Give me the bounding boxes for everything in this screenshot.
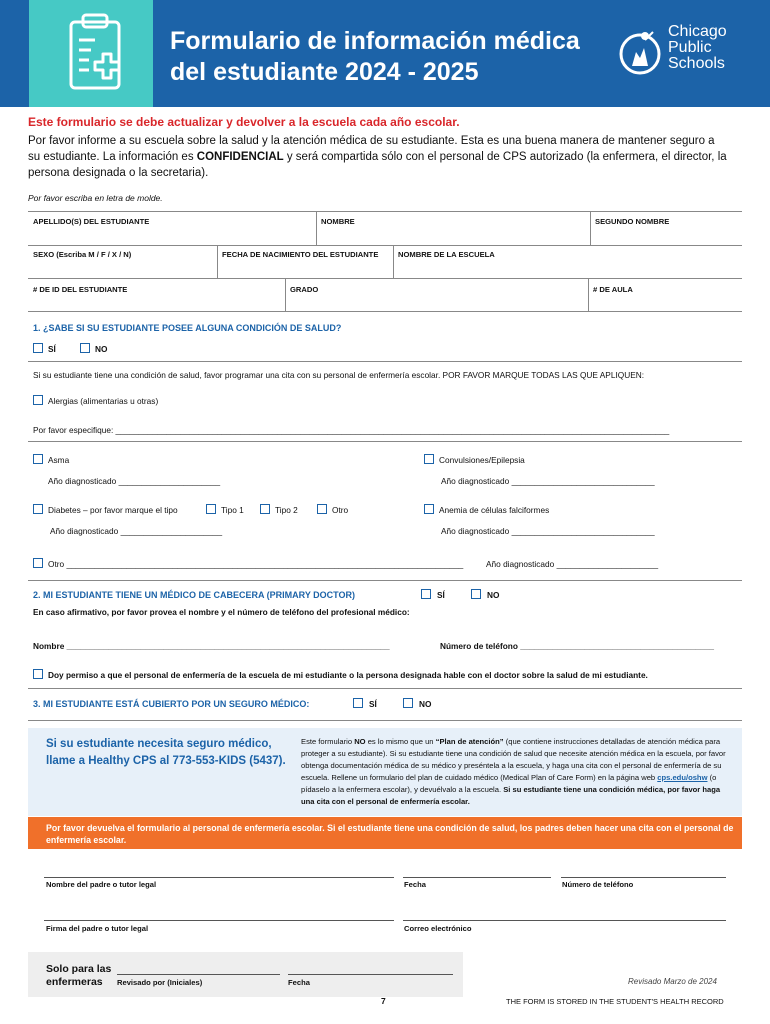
logo-line-3: Schools (668, 55, 725, 72)
care-text-2: es lo mismo que un (365, 737, 436, 746)
school-field[interactable]: NOMBRE DE LA ESCUELA (398, 250, 495, 259)
q3-heading: 3. MI ESTUDIANTE ESTÁ CUBIERTO POR UN SEGURO MÉDICO: (33, 699, 310, 709)
title-line-2: del estudiante 2024 - 2025 (170, 58, 479, 86)
doctor-phone-field[interactable]: Número de teléfono __________________________________________ (440, 641, 715, 651)
signature-line (44, 877, 394, 878)
logo-line-2: Public (668, 39, 712, 56)
allergies-label: Alergias (alimentarias u otras) (48, 396, 159, 406)
q2-no-checkbox[interactable] (471, 589, 481, 599)
first-name-field[interactable]: NOMBRE (321, 217, 355, 226)
email-field[interactable]: Correo electrónico (404, 924, 472, 933)
doctor-name-field[interactable]: Nombre ______________________________________________________________________ (33, 641, 390, 651)
grid-divider (217, 245, 218, 278)
type2-checkbox[interactable] (260, 504, 270, 514)
grid-line (28, 311, 742, 312)
signature-line (44, 920, 394, 921)
nurse-title-line-1: Solo para las (46, 963, 112, 975)
signature-line (117, 974, 280, 975)
q3-yes-label: SÍ (369, 699, 377, 709)
q3-no-checkbox[interactable] (403, 698, 413, 708)
q2-no-label: NO (487, 590, 500, 600)
q1-yes-checkbox[interactable] (33, 343, 43, 353)
parent-signature-field[interactable]: Firma del padre o tutor legal (46, 924, 149, 933)
asthma-label: Asma (48, 455, 70, 465)
permission-label: Doy permiso a que el personal de enfermería de la escuela de mi estudiante o la persona designada hable con el doctor sobre la salud de mi estudiante. (48, 670, 648, 680)
signature-line (403, 877, 551, 878)
section-divider (28, 361, 742, 362)
asthma-year-field[interactable]: Año diagnosticado ______________________ (48, 476, 221, 486)
care-text-final: Si su estudiante tiene una condición médica, por favor haga una cita con el personal de enfermería escolar. (301, 785, 721, 806)
q1-yes-label: SÍ (48, 344, 56, 354)
signature-line (561, 877, 726, 878)
logo-text (668, 24, 727, 72)
type2-label: Tipo 2 (275, 505, 298, 515)
student-id-field[interactable]: # DE ID DEL ESTUDIANTE (33, 285, 128, 294)
q2-yes-checkbox[interactable] (421, 589, 431, 599)
return-notice-text: Por favor devuelva el formulario al personal de enfermería escolar. Si el estudiante tiene una condición de salud, los padres deben hacer una cita con el personal de enfermería escolar. (46, 823, 734, 845)
sickle-year-field[interactable]: Año diagnosticado _______________________________ (441, 526, 655, 536)
other-condition-checkbox[interactable] (33, 558, 43, 568)
nurse-title-line-2: enfermeras (46, 976, 103, 988)
q1-instruction: Si su estudiante tiene una condición de salud, favor programar una cita con su personal de enfermería escolar. POR FAVOR MARQUE TODAS LAS QUE APLIQUEN: (33, 370, 645, 380)
date-field[interactable]: Fecha (404, 880, 426, 889)
care-plan-notice (301, 736, 733, 808)
intro-paragraph (28, 133, 728, 181)
allergies-checkbox[interactable] (33, 395, 43, 405)
other-condition-field[interactable]: Otro ______________________________________________________________________________________ (48, 559, 464, 569)
asthma-checkbox[interactable] (33, 454, 43, 464)
clipboard-medical-icon (29, 0, 153, 107)
cps-figures-icon (618, 24, 668, 84)
q3-yes-checkbox[interactable] (353, 698, 363, 708)
q2-heading: 2. MI ESTUDIANTE TIENE UN MÉDICO DE CABECERA (PRIMARY DOCTOR) (33, 590, 356, 600)
other-year-field[interactable]: Año diagnosticado ______________________ (486, 559, 659, 569)
icon-panel (29, 0, 153, 107)
q3-no-label: NO (419, 699, 432, 709)
care-text-4: (o pídaselo a la enfermera escolar), y devuélvalo a la escuela. (301, 773, 717, 794)
seizures-year-field[interactable]: Año diagnosticado _______________________________ (441, 476, 655, 486)
care-text-1: Este formulario (301, 737, 355, 746)
logo-line-1: Chicago (668, 23, 727, 40)
q2-instruction: En caso afirmativo, por favor provea el nombre y el número de teléfono del profesional médico: (33, 607, 410, 617)
header-banner (0, 0, 770, 107)
room-field[interactable]: # DE AULA (593, 285, 633, 294)
storage-note: THE FORM IS STORED IN THE STUDENT'S HEALTH RECORD (506, 997, 724, 1006)
grade-field[interactable]: GRADO (290, 285, 319, 294)
page-number: 7 (381, 996, 386, 1006)
revision-date: Revisado Marzo de 2024 (628, 977, 717, 986)
care-text-plan: “Plan de atención” (435, 737, 504, 746)
grid-line (28, 211, 742, 212)
last-name-field[interactable]: APELLIDO(S) DEL ESTUDIANTE (33, 217, 150, 226)
diabetes-year-field[interactable]: Año diagnosticado ______________________ (50, 526, 223, 536)
grid-divider (590, 211, 591, 245)
sickle-cell-label: Anemia de células falciformes (439, 505, 550, 515)
other-type-label: Otro (332, 505, 349, 515)
phone-field[interactable]: Número de teléfono (562, 880, 634, 889)
q2-yes-label: SÍ (437, 590, 445, 600)
sickle-cell-checkbox[interactable] (424, 504, 434, 514)
middle-name-field[interactable]: SEGUNDO NOMBRE (595, 217, 670, 226)
grid-divider (393, 245, 394, 278)
lead-notice: Este formulario se debe actualizar y devolver a la escuela cada año escolar. (28, 115, 460, 129)
signature-line (403, 920, 726, 921)
dob-field[interactable]: FECHA DE NACIMIENTO DEL ESTUDIANTE (222, 250, 379, 259)
section-divider (28, 580, 742, 581)
intro-text-a: Por favor informe a su escuela sobre la salud y la atención médica de su estudiante. Esta es una buena manera de mantener seguro a su estudiante. La información es (28, 135, 715, 163)
nurse-only-title (46, 963, 111, 989)
cps-logo (618, 24, 743, 84)
care-text-no: NO (354, 737, 366, 746)
section-divider (28, 720, 742, 721)
section-divider (28, 441, 742, 442)
diabetes-checkbox[interactable] (33, 504, 43, 514)
healthy-cps-notice: Si su estudiante necesita seguro médico, llame a Healthy CPS al 773-553-KIDS (5437). (46, 738, 286, 767)
nurse-date-field[interactable]: Fecha (288, 978, 310, 987)
type1-label: Tipo 1 (221, 505, 244, 515)
care-text-3: (que contiene instrucciones detalladas de atención médica para proteger a su estudiante). Si su estudiante tiene una condición de salud que necesite atención médica en la escuela, por favor obtenga documentación médica de su médico y preséntela a la escuela, y haga una cita con el personal de enfermería de su escuela. Rellene un formulario del plan de cuidado médico (Medical Plan of Care Form) en la página web (301, 737, 726, 782)
print-note: Por favor escriba en letra de molde. (28, 193, 163, 203)
diabetes-label: Diabetes – por favor marque el tipo (48, 505, 178, 515)
other-type-checkbox[interactable] (317, 504, 327, 514)
page-title (170, 26, 580, 88)
signature-line (288, 974, 453, 975)
seizures-checkbox[interactable] (424, 454, 434, 464)
q1-no-label: NO (95, 344, 108, 354)
allergies-specify-field[interactable]: Por favor especifique: ________________________________________________________________________________________________________________________ (33, 425, 670, 435)
grid-divider (316, 211, 317, 245)
seizures-label: Convulsiones/Epilepsia (439, 455, 525, 465)
grid-divider (285, 278, 286, 311)
title-line-1: Formulario de información médica (170, 27, 580, 55)
permission-checkbox[interactable] (33, 669, 43, 679)
type1-checkbox[interactable] (206, 504, 216, 514)
section-divider (28, 688, 742, 689)
q1-heading: 1. ¿SABE SI SU ESTUDIANTE POSEE ALGUNA CONDICIÓN DE SALUD? (33, 323, 342, 333)
intro-text-b: y será compartida sólo con el personal de CPS autorizado (la enfermera, el director, la persona designada o la secretaria). (28, 151, 727, 179)
oshw-link[interactable]: cps.edu/oshw (657, 773, 708, 782)
intro-confidential: CONFIDENCIAL (196, 151, 284, 163)
reviewed-by-field[interactable]: Revisado por (Iniciales) (117, 978, 203, 987)
grid-line (28, 278, 742, 279)
parent-name-field[interactable]: Nombre del padre o tutor legal (46, 880, 157, 889)
sex-field[interactable]: SEXO (Escriba M / F / X / N) (33, 250, 132, 259)
q1-no-checkbox[interactable] (80, 343, 90, 353)
grid-line (28, 245, 742, 246)
grid-divider (588, 278, 589, 311)
